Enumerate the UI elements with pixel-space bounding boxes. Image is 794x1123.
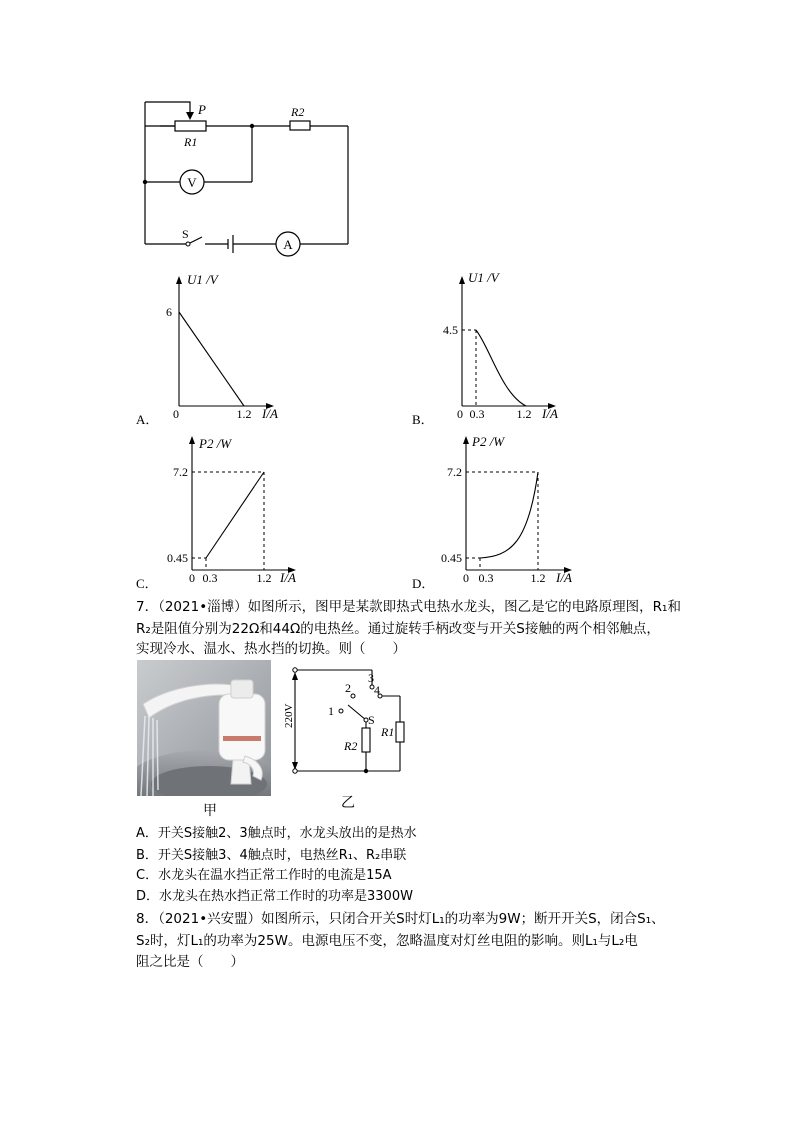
graph-d-xtick-2: 1.2 bbox=[530, 571, 546, 585]
graph-d-y-label: P2 /W bbox=[472, 434, 505, 449]
graph-a-origin: 0 bbox=[173, 407, 179, 421]
graph-b-origin: 0 bbox=[457, 407, 463, 421]
q7-circuit-diagram bbox=[278, 660, 413, 780]
q6-voltmeter-label: V bbox=[187, 175, 197, 190]
q7-stem-line-3: 实现冷水、温水、热水挡的切换。则（ ） bbox=[136, 641, 406, 657]
graph-a-y-label: U1 /V bbox=[187, 272, 218, 287]
graph-b-xtick-2: 1.2 bbox=[516, 407, 532, 421]
q7-contact-2: 2 bbox=[345, 681, 351, 695]
q6-ammeter-label: A bbox=[283, 237, 293, 252]
graph-b-xtick-1: 0.3 bbox=[469, 407, 485, 421]
q6-r2-label: R2 bbox=[291, 105, 305, 119]
q7-fig-right-caption: 乙 bbox=[341, 795, 355, 811]
q6-graph-a bbox=[130, 268, 290, 428]
q8-stem-line-2: S₂时，灯L₁的功率为25W。电源电压不变，忽略温度对灯丝电阻的影响。则L₁与L₂电 bbox=[136, 933, 638, 949]
q7-contact-4: 4 bbox=[374, 683, 380, 697]
q6-graph-c bbox=[130, 432, 310, 592]
q7-switch-label: S bbox=[368, 713, 375, 727]
q7-faucet-photo bbox=[137, 660, 271, 796]
graph-d-ytick-2: 0.45 bbox=[441, 551, 462, 565]
q7-option-d[interactable]: D．水龙头在热水挡正常工作时的功率是3300W bbox=[136, 889, 413, 904]
graph-d-option: D． bbox=[412, 576, 435, 591]
q7-fig-left-caption: 甲 bbox=[203, 803, 217, 819]
graph-a-x-label: I/A bbox=[262, 406, 278, 421]
q7-option-c[interactable]: C．水龙头在温水挡正常工作时的电流是15A bbox=[136, 868, 392, 883]
q7-voltage-label: 220V bbox=[283, 703, 295, 728]
q6-circuit-diagram bbox=[130, 92, 370, 262]
graph-c-ytick-1: 7.2 bbox=[173, 465, 188, 479]
q6-slider-arrow bbox=[186, 112, 194, 120]
q6-r1-resistor bbox=[175, 121, 206, 131]
graph-b-y-label: U1 /V bbox=[468, 270, 499, 285]
q6-graph-b bbox=[410, 268, 570, 428]
graph-c-x-label: I/A bbox=[280, 570, 296, 585]
q7-r1-label: R1 bbox=[381, 725, 395, 739]
graph-c-option: C． bbox=[136, 576, 158, 591]
q6-r2-resistor bbox=[290, 121, 310, 130]
graph-b-x-label: I/A bbox=[542, 406, 558, 421]
graph-a-option: A． bbox=[136, 412, 159, 427]
graph-b-option: B． bbox=[412, 412, 434, 427]
q7-stem-line-1: 7．（2021•淄博）如图所示，图甲是某款即热式电热水龙头，图乙是它的电路原理图，R₁和 bbox=[136, 599, 681, 615]
graph-c-xtick-2: 1.2 bbox=[256, 571, 272, 585]
q7-option-b[interactable]: B．开关S接触3、4触点时，电热丝R₁、R₂串联 bbox=[136, 848, 407, 863]
graph-d-ytick-1: 7.2 bbox=[447, 465, 462, 479]
q6-slider-label: P bbox=[198, 102, 206, 117]
q6-r1-label: R1 bbox=[184, 135, 198, 149]
q7-stem-line-2: R₂是阻值分别为22Ω和44Ω的电热丝。通过旋转手柄改变与开关S接触的两个相邻触点， bbox=[136, 621, 660, 637]
q7-contact-3: 3 bbox=[368, 671, 374, 685]
graph-c-xtick-1: 0.3 bbox=[202, 571, 218, 585]
q6-graph-d bbox=[410, 432, 590, 592]
q7-r2-label: R2 bbox=[344, 739, 358, 753]
graph-a-xtick: 1.2 bbox=[236, 407, 252, 421]
q7-option-a[interactable]: A．开关S接触2、3触点时，水龙头放出的是热水 bbox=[136, 826, 417, 841]
graph-c-y-label: P2 /W bbox=[199, 436, 232, 451]
graph-d-origin: 0 bbox=[463, 571, 469, 585]
q8-stem-line-3: 阻之比是（ ） bbox=[136, 954, 244, 970]
q6-switch-label: S bbox=[182, 227, 189, 241]
q7-contact-1: 1 bbox=[328, 704, 334, 718]
graph-b-ytick: 4.5 bbox=[443, 323, 458, 337]
graph-c-ytick-2: 0.45 bbox=[167, 551, 188, 565]
q8-stem-line-1: 8．（2021•兴安盟）如图所示，只闭合开关S时灯L₁的功率为9W；断开开关S，闭合S₁、 bbox=[136, 911, 665, 927]
graph-d-xtick-1: 0.3 bbox=[478, 571, 494, 585]
graph-a-ytick: 6 bbox=[166, 305, 172, 319]
graph-c-origin: 0 bbox=[189, 571, 195, 585]
graph-d-x-label: I/A bbox=[556, 570, 572, 585]
